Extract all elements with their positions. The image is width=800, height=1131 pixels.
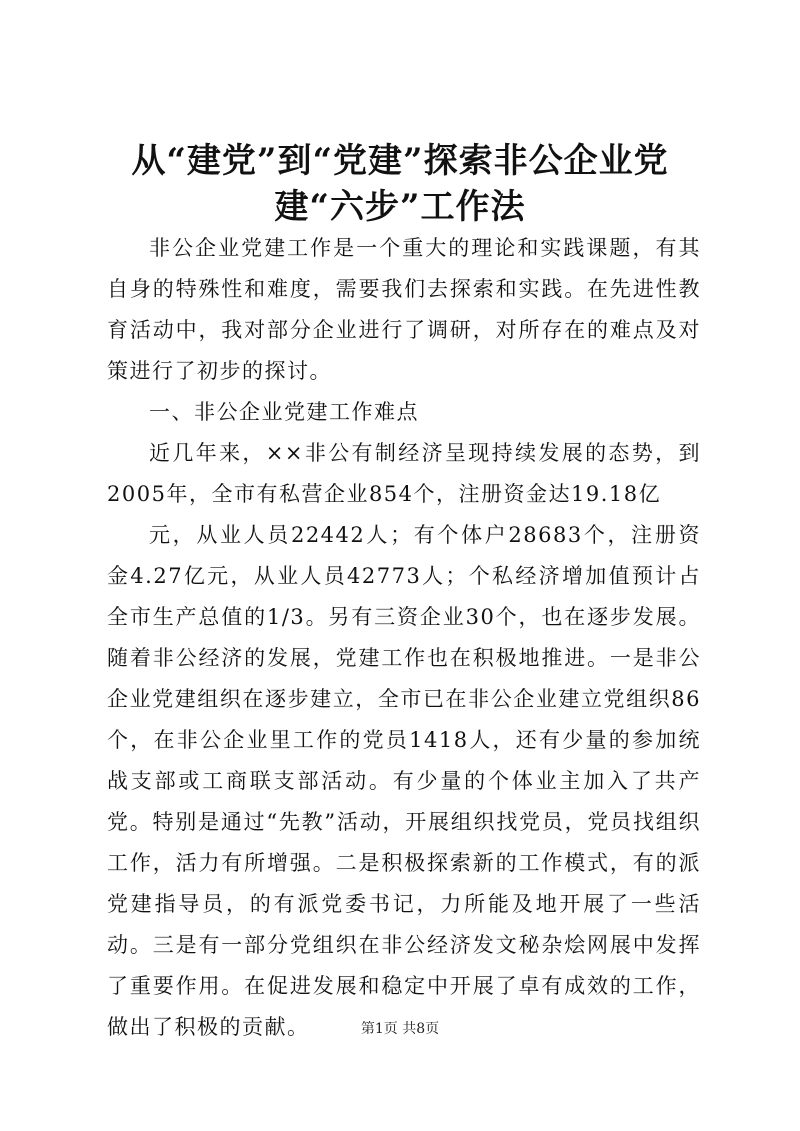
document-body [107, 228, 701, 1048]
section-heading: 一、非公企业党建工作难点 [149, 400, 419, 424]
page-footer: 第1页 共8页 [360, 1021, 440, 1037]
progress-paragraph: 元，从业人员22442人；有个体户28683个，注册资金4.27亿元，从业人员42773人；个私经济增加值预计占全市生产总值的1/3。另有三资企业30个，也在逐步发展。随着非公经济的发展，党建工作也在积极地推进。一是非公企业党建组织在逐步建立，全市已在非公企业建立党组织86个，在非公企业里工作的党员1418人，还有少量的参加统战支部或工商联支部活动。有少量的个体业主加入了共产党。特别是通过“先教”活动，开展组织找党员，党员找组织工作，活力有所增强。二是积极探索新的工作模式，有的派党建指导员，的有派党委书记，力所能及地开展了一些活动。三是有一部分党组织在非公经济发文秘杂烩网展中发挥了重要作用。在促进发展和稳定中开展了卓有成效的工作，做出了积极的贡献。 [107, 523, 701, 1039]
document-title: 从“建党”到“党建”探索非公企业党建“六步”工作法 [131, 141, 669, 227]
statistics-paragraph: 近几年来，××非公有制经济呈现持续发展的态势，到2005年，全市有私营企业854个，注册资金达19.18亿 [107, 441, 701, 506]
intro-paragraph: 非公企业党建工作是一个重大的理论和实践课题，有其自身的特殊性和难度，需要我们去探索和实践。在先进性教育活动中，我对部分企业进行了调研，对所存在的难点及对策进行了初步的探讨。 [107, 236, 701, 383]
